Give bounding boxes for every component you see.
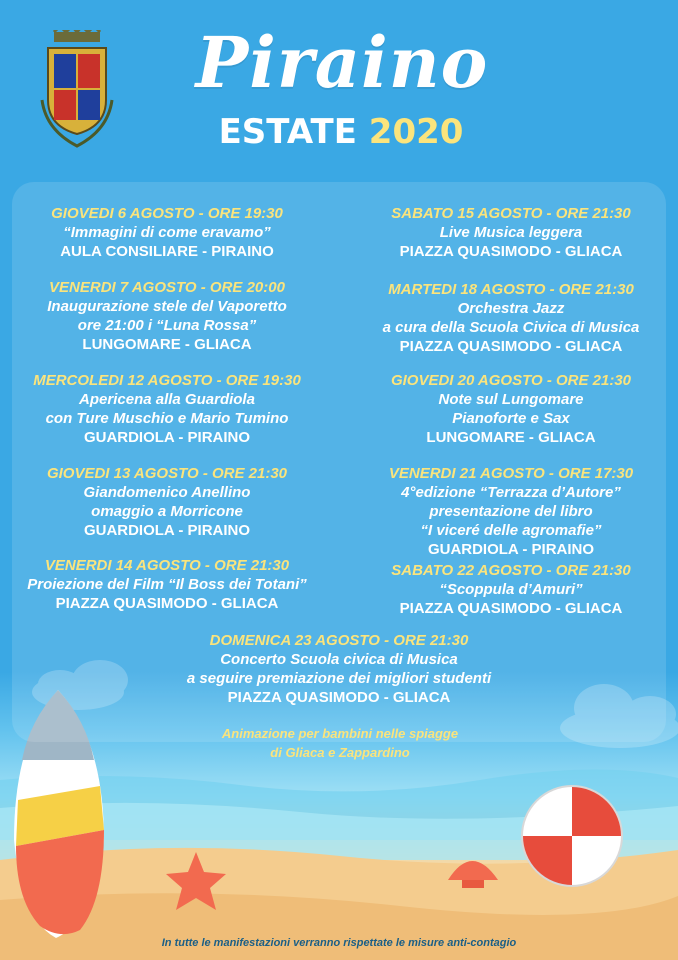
event-line: “I viceré delle agromafie”	[420, 522, 602, 539]
event-date: MERCOLEDI 12 AGOSTO - ORE 19:30	[33, 372, 301, 389]
title: Piraino	[195, 21, 489, 104]
event-date: VENERDI 14 AGOSTO - ORE 21:30	[44, 557, 290, 574]
event-place: AULA CONSILIARE - PIRAINO	[60, 243, 274, 260]
event-line: con Ture Muschio e Mario Tumino	[45, 410, 289, 427]
event-line: a cura della Scuola Civica di Musica	[382, 319, 640, 336]
event-place: PIAZZA QUASIMODO - GLIACA	[399, 600, 623, 617]
event-card	[8, 371, 326, 447]
event-line: Giandomenico Anellino	[83, 484, 251, 501]
event-date: VENERDI 21 AGOSTO - ORE 17:30	[388, 465, 634, 482]
event-card	[8, 278, 326, 354]
event-line: Orchestra Jazz	[457, 300, 565, 317]
event-line: Inaugurazione stele del Vaporetto	[47, 298, 287, 315]
event-card	[352, 464, 670, 559]
event-date: GIOVEDI 13 AGOSTO - ORE 21:30	[46, 465, 288, 482]
kids-note-line: di Gliaca e Zappardino	[270, 745, 410, 760]
event-place: GUARDIOLA - PIRAINO	[83, 522, 251, 539]
event-card	[8, 464, 326, 540]
event-line: “Scoppula d’Amuri”	[439, 581, 583, 598]
event-line: 4°edizione “Terrazza d’Autore”	[401, 484, 621, 501]
event-place: LUNGOMARE - GLIACA	[82, 336, 252, 353]
event-date: GIOVEDI 6 AGOSTO - ORE 19:30	[51, 205, 283, 222]
subtitle-year: 2020	[368, 112, 464, 152]
event-line: Pianoforte e Sax	[452, 410, 570, 427]
event-date: VENERDI 7 AGOSTO - ORE 20:00	[49, 279, 285, 296]
event-place: PIAZZA QUASIMODO - GLIACA	[227, 689, 451, 706]
kids-note	[150, 724, 530, 762]
event-line: a seguire premiazione dei migliori studenti	[186, 670, 492, 687]
beach-ball-icon	[522, 786, 622, 886]
event-card	[8, 556, 326, 613]
kids-note-line: Animazione per bambini nelle spiagge	[221, 726, 459, 741]
event-date: GIOVEDI 20 AGOSTO - ORE 21:30	[390, 372, 632, 389]
event-line: ore 21:00 i “Luna Rossa”	[77, 317, 257, 334]
event-line: Apericena alla Guardiola	[79, 391, 255, 408]
event-line: Note sul Lungomare	[438, 391, 584, 408]
event-line: “Immagini di come eravamo”	[63, 224, 271, 241]
event-date: SABATO 22 AGOSTO - ORE 21:30	[391, 562, 631, 579]
event-card	[352, 204, 670, 261]
crest-icon	[36, 30, 118, 152]
subtitle	[196, 112, 486, 152]
event-line: presentazione del libro	[429, 503, 593, 520]
event-place: GUARDIOLA - PIRAINO	[83, 429, 251, 446]
event-date: DOMENICA 23 AGOSTO - ORE 21:30	[209, 632, 469, 649]
event-card	[352, 280, 670, 356]
event-line: Live Musica leggera	[439, 224, 583, 241]
subtitle-word: ESTATE	[218, 112, 357, 152]
event-place: LUNGOMARE - GLIACA	[426, 429, 596, 446]
event-place: PIAZZA QUASIMODO - GLIACA	[399, 338, 623, 355]
event-date: MARTEDI 18 AGOSTO - ORE 21:30	[388, 281, 634, 298]
event-card	[352, 561, 670, 618]
event-card	[352, 371, 670, 447]
event-card	[8, 204, 326, 261]
event-card-final	[120, 631, 558, 707]
event-place: PIAZZA QUASIMODO - GLIACA	[55, 595, 279, 612]
event-line: Proiezione del Film “Il Boss dei Totani”	[27, 576, 307, 593]
event-line: Concerto Scuola civica di Musica	[220, 651, 458, 668]
event-date: SABATO 15 AGOSTO - ORE 21:30	[391, 205, 631, 222]
event-place: PIAZZA QUASIMODO - GLIACA	[399, 243, 623, 260]
event-place: GUARDIOLA - PIRAINO	[427, 541, 595, 558]
footer-note: In tutte le manifestazioni verranno rispettate le misure anti-contagio	[161, 937, 517, 949]
event-line: omaggio a Morricone	[91, 503, 243, 520]
